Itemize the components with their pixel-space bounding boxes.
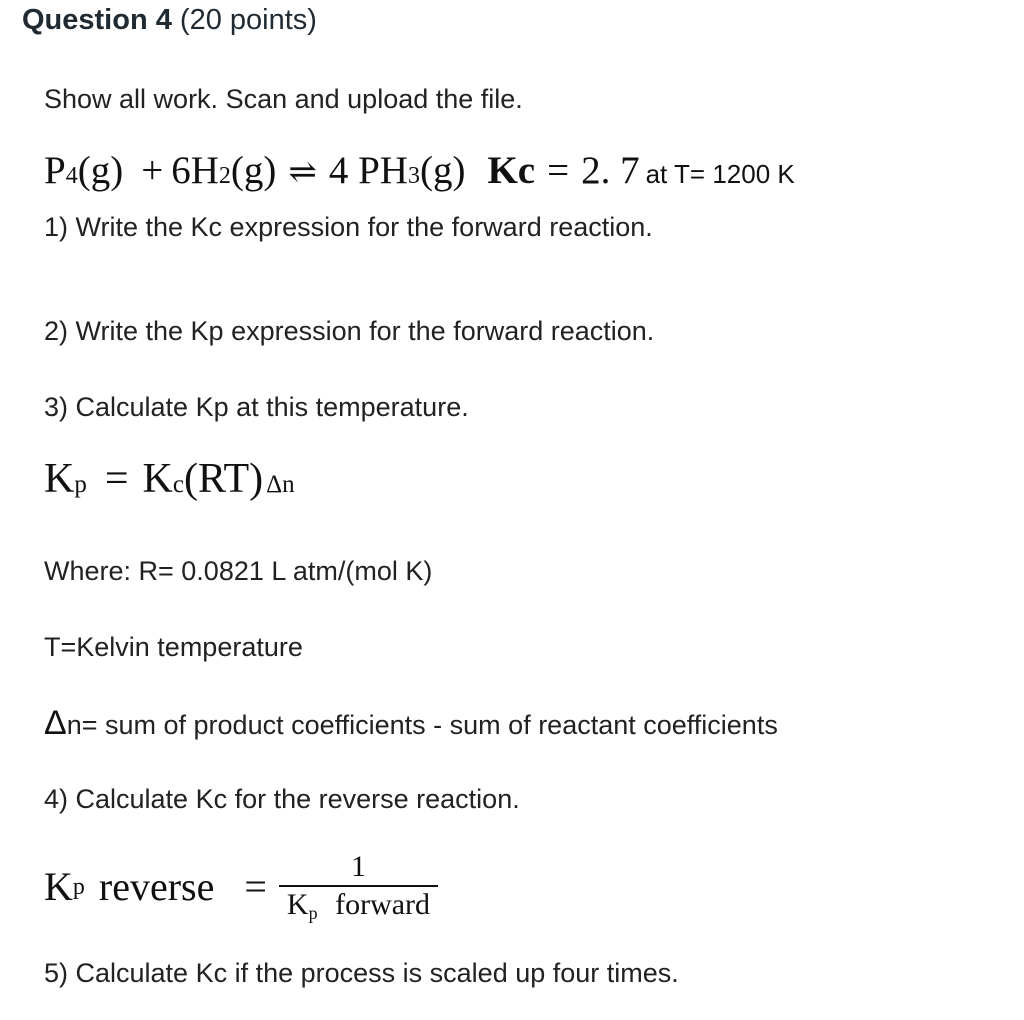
reverse-kp-formula: K p reverse = $\frac{1}{K_p forward}$ xyxy=(44,850,434,923)
equilibrium-arrow-icon: ⇌ xyxy=(288,154,317,191)
ph3-state: (g) xyxy=(419,149,466,192)
question-title: Question 4 xyxy=(22,4,172,36)
den-k-symbol: K xyxy=(286,888,309,921)
ph3-symbol: 4 PH xyxy=(328,149,408,192)
reverse-word: reverse xyxy=(98,864,215,909)
den-forward-word: forward xyxy=(335,888,431,921)
fraction xyxy=(283,850,434,923)
kp-formula: K p = K c (RT) Δn xyxy=(44,456,295,502)
question-header xyxy=(22,4,317,37)
question-4: 4) Calculate Kc for the reverse reaction. xyxy=(44,784,520,814)
kc-value: 2. 7 xyxy=(581,149,640,192)
fraction-numerator: 1 xyxy=(279,850,438,887)
fraction-denominator xyxy=(283,887,434,923)
reverse-equals: = xyxy=(244,864,267,909)
temperature-text: at T= 1200 K xyxy=(645,159,795,189)
delta-n-text: n= sum of product coefficients - sum of reactant coefficients xyxy=(66,710,778,740)
p4-symbol: P xyxy=(44,149,66,192)
kp-symbol: K xyxy=(44,456,75,502)
kc-label: Kc xyxy=(487,149,536,192)
h2-symbol: 6H xyxy=(171,149,219,192)
p4-state: (g) xyxy=(77,149,124,192)
question-1: 1) Write the Kc expression for the forward reaction. xyxy=(44,212,653,242)
plus-sign: + xyxy=(141,149,164,192)
reverse-kp-symbol: K xyxy=(44,864,73,909)
question-2: 2) Write the Kp expression for the forward reaction. xyxy=(44,316,655,346)
question-3: 3) Calculate Kp at this temperature. xyxy=(44,392,469,422)
t-definition: T=Kelvin temperature xyxy=(44,632,303,662)
rt-term: (RT) xyxy=(183,456,264,502)
kc-symbol: K xyxy=(142,456,173,502)
reaction-equation: P 4 (g) + 6H 2 (g) ⇌ 4 PH 3 (g) Kc = 2. 7 at T= 1200 K xyxy=(44,149,795,192)
question-5: 5) Calculate Kc if the process is scaled up four times. xyxy=(44,958,679,988)
h2-state: (g) xyxy=(230,149,277,192)
kp-equals: = xyxy=(104,456,129,502)
delta-icon: Δ xyxy=(44,704,67,742)
instructions-text: Show all work. Scan and upload the file. xyxy=(44,84,523,114)
kc-equals: = xyxy=(547,149,570,192)
r-definition: Where: R= 0.0821 L atm/(mol K) xyxy=(44,556,433,586)
question-points: (20 points) xyxy=(179,4,317,36)
delta-n-definition xyxy=(44,704,778,743)
den-k-subscript: p xyxy=(308,903,318,923)
